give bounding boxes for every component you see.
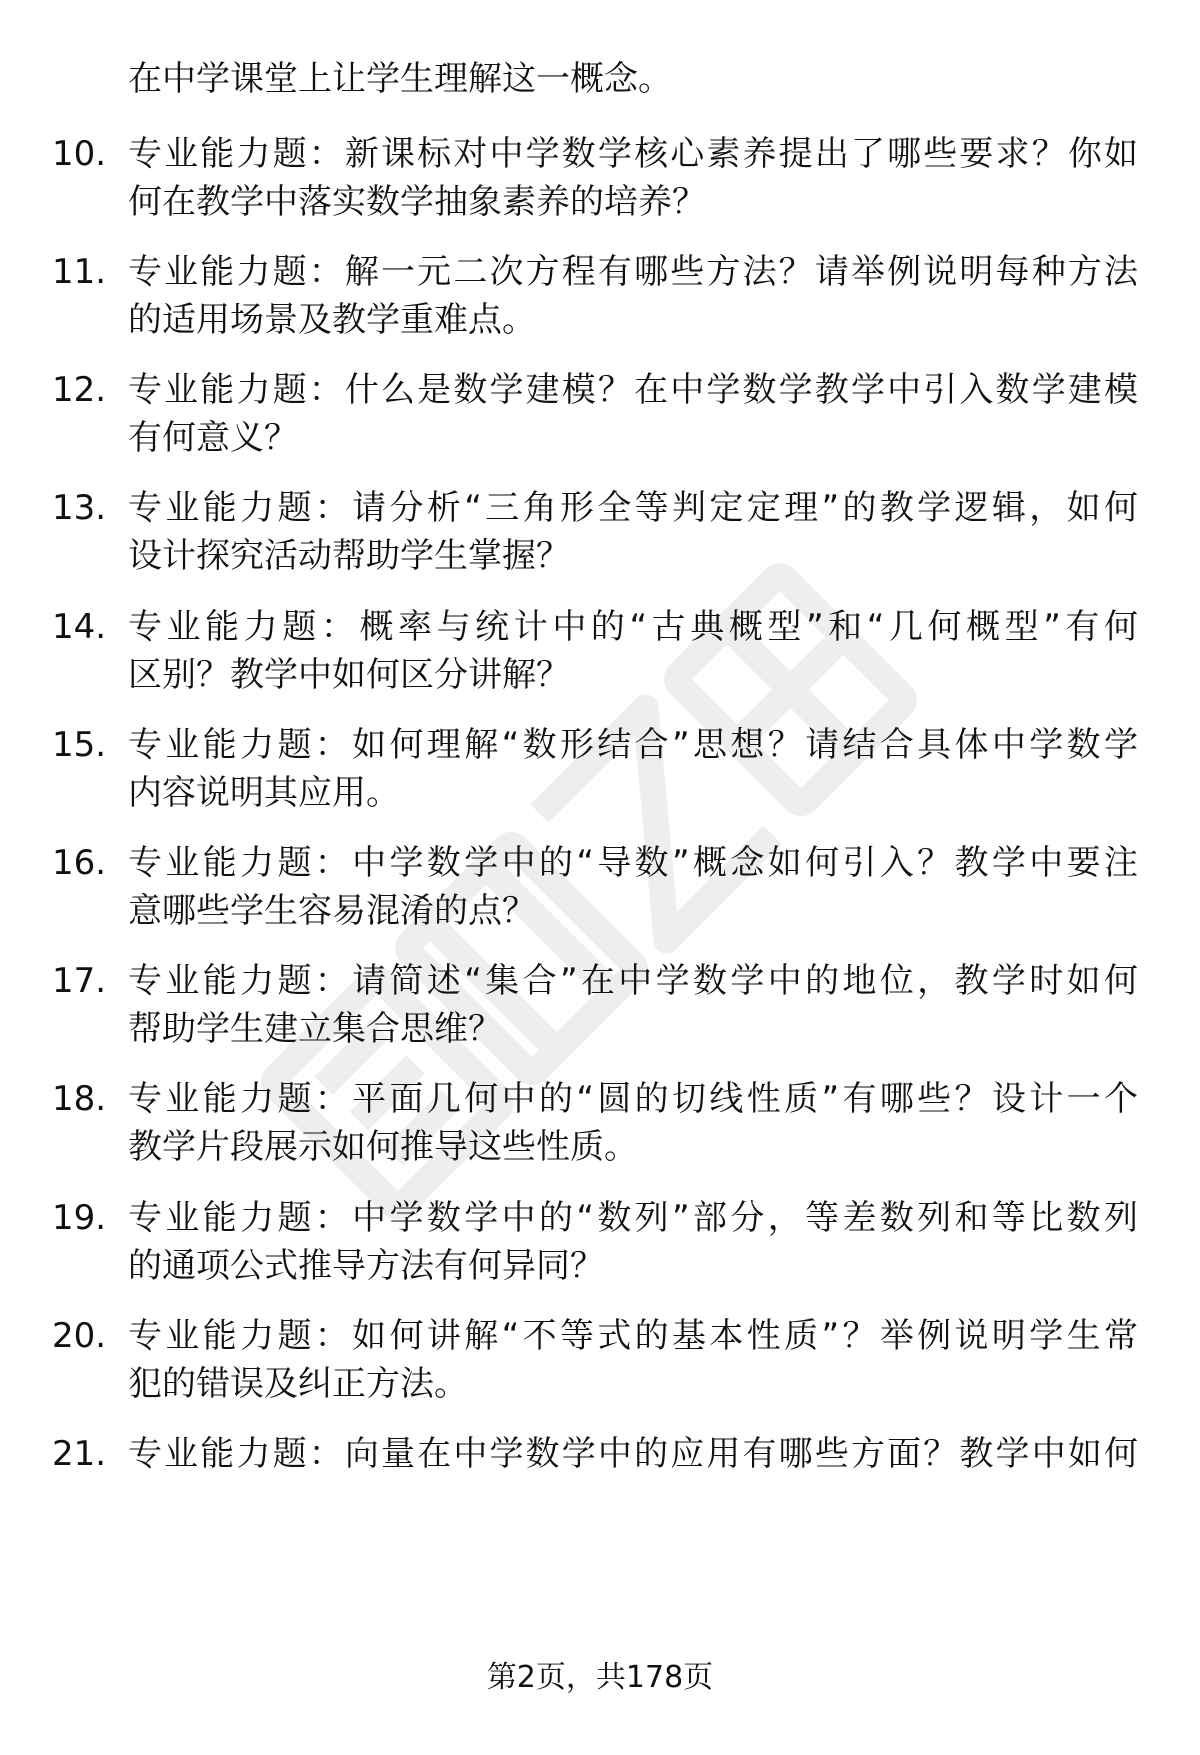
question-item [0, 839, 1200, 939]
question-item [0, 366, 1200, 466]
question-item [0, 484, 1200, 584]
question-line-1: 专业能力题：平面几何中的“圆的切线性质”有哪些？设计一个 [128, 1079, 1138, 1119]
question-line-2: 教学片段展示如何推导这些性质。 [128, 1127, 638, 1167]
question-line-2: 犯的错误及纠正方法。 [128, 1364, 468, 1404]
question-item [0, 1430, 1200, 1530]
question-line-1: 专业能力题：解一元二次方程有哪些方法？请举例说明每种方法 [128, 252, 1138, 292]
question-line-2: 区别？教学中如何区分讲解？ [128, 655, 570, 695]
question-number: 18. [52, 1079, 107, 1119]
question-text [128, 484, 1138, 580]
question-line-1: 专业能力题：概率与统计中的“古典概型”和“几何概型”有何 [128, 607, 1138, 647]
question-line-1: 专业能力题：什么是数学建模？在中学数学教学中引入数学建模 [128, 370, 1138, 410]
question-number: 10. [52, 134, 107, 174]
question-number: 14. [52, 607, 107, 647]
question-number: 12. [52, 370, 107, 410]
question-line-2: 设计探究活动帮助学生掌握？ [128, 536, 570, 576]
question-text [128, 1194, 1138, 1290]
question-text [128, 1312, 1138, 1408]
question-line-1: 专业能力题：如何讲解“不等式的基本性质”？举例说明学生常 [128, 1316, 1138, 1356]
question-number: 16. [52, 843, 107, 883]
question-item [0, 603, 1200, 703]
question-number: 15. [52, 725, 107, 765]
question-line-2: 何在教学中落实数学抽象素养的培养？ [128, 182, 706, 222]
question-line-1: 专业能力题：请简述“集合”在中学数学中的地位，教学时如何 [128, 961, 1138, 1001]
question-text [128, 1430, 1138, 1526]
question-line-2 [128, 1478, 1138, 1526]
question-line-2: 内容说明其应用。 [128, 773, 400, 813]
question-item [0, 721, 1200, 821]
question-line-1: 专业能力题：中学数学中的“导数”概念如何引入？教学中要注 [128, 843, 1138, 883]
question-line-1: 专业能力题：请分析“三角形全等判定定理”的教学逻辑，如何 [128, 488, 1138, 528]
question-line-2: 意哪些学生容易混淆的点？ [128, 891, 536, 931]
question-item [0, 130, 1200, 230]
question-text [128, 248, 1138, 344]
question-number: 13. [52, 488, 107, 528]
question-text [128, 721, 1138, 817]
question-line-1: 专业能力题：向量在中学数学中的应用有哪些方面？教学中如何 [128, 1434, 1138, 1474]
question-number: 20. [52, 1316, 107, 1356]
continuation-text: 在中学课堂上让学生理解这一概念。 [128, 59, 672, 99]
question-line-1: 专业能力题：中学数学中的“数列”部分，等差数列和等比数列 [128, 1198, 1138, 1238]
question-line-2: 有何意义？ [128, 418, 298, 458]
question-item [0, 248, 1200, 348]
question-line-2: 的适用场景及教学重难点。 [128, 300, 536, 340]
question-number: 17. [52, 961, 107, 1001]
question-item [0, 957, 1200, 1057]
question-item [0, 1312, 1200, 1412]
page-footer: 第2页，共178页 [486, 1660, 714, 1695]
question-text [128, 839, 1138, 935]
question-text [128, 366, 1138, 462]
question-text [128, 603, 1138, 699]
question-number: 11. [52, 252, 107, 292]
question-number: 21. [52, 1434, 107, 1474]
question-line-2: 帮助学生建立集合思维？ [128, 1009, 502, 1049]
question-line-1: 专业能力题：新课标对中学数学核心素养提出了哪些要求？你如 [128, 134, 1138, 174]
question-item [0, 1194, 1200, 1294]
question-text [128, 957, 1138, 1053]
question-line-1: 专业能力题：如何理解“数形结合”思想？请结合具体中学数学 [128, 725, 1138, 765]
question-number: 19. [52, 1198, 107, 1238]
question-item [0, 1075, 1200, 1175]
question-line-2: 的通项公式推导方法有何异同？ [128, 1246, 604, 1286]
question-text [128, 1075, 1138, 1171]
question-text [128, 130, 1138, 226]
